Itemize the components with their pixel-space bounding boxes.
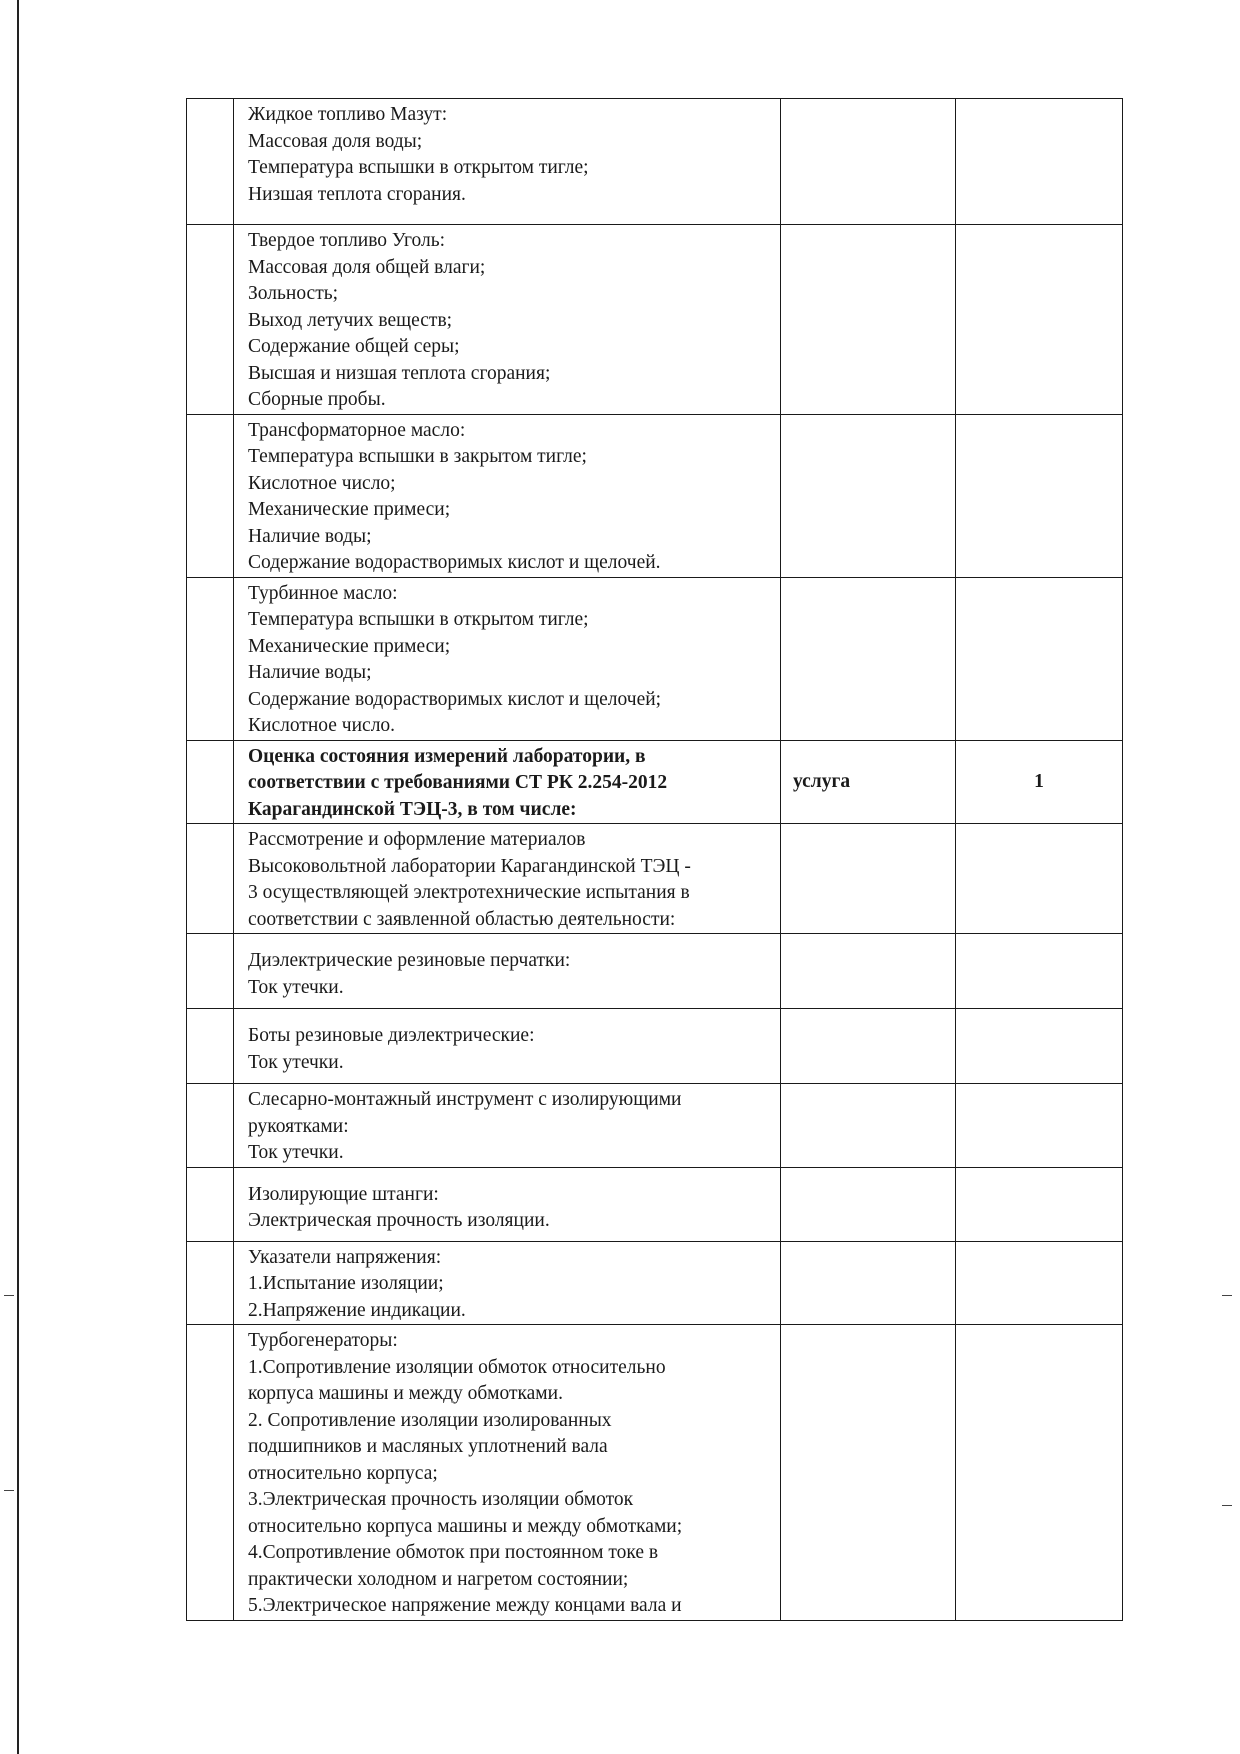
description-line: Слесарно-монтажный инструмент с изолирующими: [248, 1089, 682, 1110]
table-row: [187, 1167, 1123, 1241]
row-quantity: [956, 1167, 1123, 1241]
row-description: [234, 1241, 781, 1325]
description-line: Боты резиновые диэлектрические:: [248, 1025, 535, 1046]
description-line: Турбогенераторы:: [248, 1330, 398, 1351]
row-unit: [781, 1325, 956, 1621]
row-unit: [781, 577, 956, 740]
description-line: 2. Сопротивление изоляции изолированных: [248, 1409, 612, 1431]
row-quantity: [956, 1084, 1123, 1168]
row-quantity: [956, 225, 1123, 415]
row-description: [234, 824, 781, 934]
row-number-cell: [187, 99, 234, 225]
row-unit: [781, 1167, 956, 1241]
description-line: Наличие воды;: [248, 662, 372, 683]
description-line: Сборные пробы.: [248, 389, 386, 410]
description-line: Массовая доля воды;: [248, 130, 423, 152]
description-line: Трансформаторное масло:: [248, 419, 466, 441]
row-number-cell: [187, 1325, 234, 1621]
row-description: [234, 577, 781, 740]
description-line: 1.Сопротивление изоляции обмоток относительно: [248, 1356, 666, 1378]
description-line: Наличие воды;: [248, 525, 372, 547]
row-unit: [781, 225, 956, 415]
services-table: [186, 98, 1123, 1621]
table-row: [187, 1325, 1123, 1621]
description-line: 3 осуществляющей электротехнические испытания в: [248, 882, 690, 903]
description-line: Ток утечки.: [248, 1051, 344, 1073]
margin-mark: [4, 1490, 14, 1491]
table-row: [187, 1009, 1123, 1084]
description-line: Массовая доля общей влаги;: [248, 256, 486, 278]
description-line: Механические примеси;: [248, 499, 451, 520]
row-number-cell: [187, 740, 234, 824]
description-line: рукоятками:: [248, 1115, 349, 1137]
row-quantity: [956, 934, 1123, 1009]
table-row: [187, 414, 1123, 577]
description-line: Ток утечки.: [248, 976, 344, 998]
row-description: [234, 1009, 781, 1084]
margin-mark: [1222, 1505, 1232, 1506]
description-line: Электрическая прочность изоляции.: [248, 1210, 550, 1231]
table-row: [187, 577, 1123, 740]
description-line: Высоковольтной лаборатории Карагандинской ТЭЦ -: [248, 855, 691, 877]
description-line: подшипников и масляных уплотнений вала: [248, 1436, 608, 1457]
margin-mark: [4, 1295, 14, 1296]
row-description: [234, 414, 781, 577]
description-line: 3.Электрическая прочность изоляции обмоток: [248, 1489, 634, 1510]
row-quantity: [956, 1241, 1123, 1325]
row-unit: [781, 934, 956, 1009]
row-number-cell: [187, 414, 234, 577]
row-description: [234, 225, 781, 415]
row-number-cell: [187, 934, 234, 1009]
row-number-cell: [187, 225, 234, 415]
row-unit: [781, 1009, 956, 1084]
row-number-cell: [187, 577, 234, 740]
row-quantity: [956, 1009, 1123, 1084]
description-line: Диэлектрические резиновые перчатки:: [248, 950, 571, 971]
row-description: [234, 740, 781, 824]
description-line: Кислотное число.: [248, 715, 396, 736]
description-line: 2.Напряжение индикации.: [248, 1299, 466, 1321]
description-line: Высшая и низшая теплота сгорания;: [248, 362, 551, 384]
row-quantity: [956, 824, 1123, 934]
row-description: [234, 99, 781, 225]
row-quantity: [956, 99, 1123, 225]
table-row: [187, 1084, 1123, 1168]
description-line: 1.Испытание изоляции;: [248, 1273, 444, 1294]
description-line: соответствии с заявленной областью деятельности:: [248, 908, 676, 930]
description-line: соответствии с требованиями СТ РК 2.254-2012: [248, 772, 668, 793]
description-line: Жидкое топливо Мазут:: [248, 104, 448, 125]
description-line: Низшая теплота сгорания.: [248, 183, 466, 205]
row-quantity: [956, 577, 1123, 740]
description-line: Оценка состояния измерений лаборатории, в: [248, 745, 646, 767]
description-line: Содержание общей серы;: [248, 336, 460, 357]
description-line: корпуса машины и между обмотками.: [248, 1383, 563, 1404]
description-line: Зольность;: [248, 283, 339, 304]
row-description: [234, 934, 781, 1009]
row-unit: [781, 1084, 956, 1168]
table-row: [187, 1241, 1123, 1325]
table-row: [187, 824, 1123, 934]
row-number-cell: [187, 824, 234, 934]
description-line: Температура вспышки в закрытом тигле;: [248, 446, 587, 467]
description-line: Содержание водорастворимых кислот и щелочей;: [248, 688, 662, 710]
row-description: [234, 1325, 781, 1621]
description-line: Температура вспышки в открытом тигле;: [248, 609, 589, 630]
row-number-cell: [187, 1167, 234, 1241]
description-line: Температура вспышки в открытом тигле;: [248, 157, 589, 178]
row-unit: [781, 824, 956, 934]
description-line: Ток утечки.: [248, 1142, 344, 1163]
row-quantity: [956, 1325, 1123, 1621]
description-line: Карагандинской ТЭЦ-3, в том числе:: [248, 798, 577, 820]
table-row: [187, 934, 1123, 1009]
table-row: [187, 99, 1123, 225]
row-unit: [781, 414, 956, 577]
row-number-cell: [187, 1241, 234, 1325]
row-description: [234, 1167, 781, 1241]
row-unit: [781, 1241, 956, 1325]
scan-edge-line: [17, 0, 19, 1754]
row-quantity: [956, 414, 1123, 577]
row-number-cell: [187, 1009, 234, 1084]
table-row: [187, 225, 1123, 415]
margin-mark: [1222, 1295, 1232, 1296]
description-line: Механические примеси;: [248, 635, 451, 657]
description-line: Кислотное число;: [248, 472, 396, 494]
description-line: относительно корпуса;: [248, 1462, 438, 1484]
row-unit: [781, 99, 956, 225]
description-line: Содержание водорастворимых кислот и щелочей.: [248, 552, 661, 573]
description-line: Турбинное масло:: [248, 582, 398, 604]
description-line: Твердое топливо Уголь:: [248, 230, 446, 251]
description-line: 5.Электрическое напряжение между концами вала и: [248, 1595, 682, 1616]
description-line: Изолирующие штанги:: [248, 1183, 439, 1205]
row-quantity: 1: [956, 740, 1123, 824]
description-line: Указатели напряжения:: [248, 1246, 442, 1268]
description-line: Выход летучих веществ;: [248, 309, 453, 331]
description-line: 4.Сопротивление обмоток при постоянном токе в: [248, 1542, 659, 1563]
description-line: Рассмотрение и оформление материалов: [248, 829, 586, 850]
row-number-cell: [187, 1084, 234, 1168]
table-row: [187, 740, 1123, 824]
description-line: относительно корпуса машины и между обмотками;: [248, 1515, 683, 1537]
description-line: практически холодном и нагретом состоянии;: [248, 1568, 629, 1590]
row-unit: услуга: [781, 740, 956, 824]
row-description: [234, 1084, 781, 1168]
